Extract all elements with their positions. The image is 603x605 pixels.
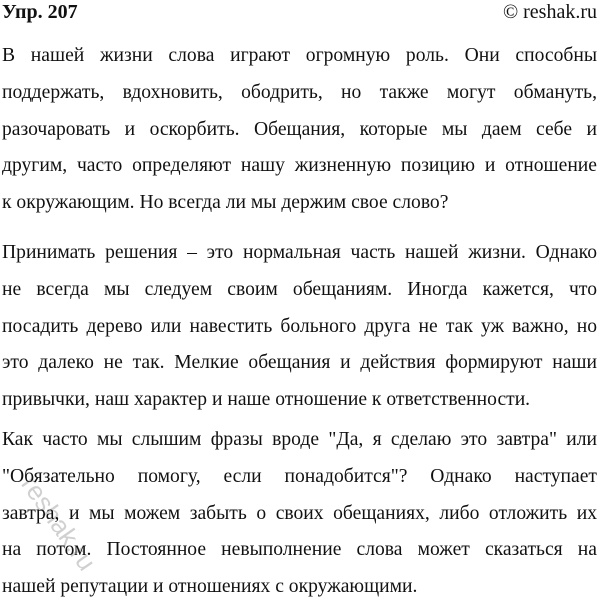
text-line: разочаровать и оскорбить. Обещания, которые мы даем себе и — [2, 118, 597, 140]
text-line: посадить дерево или навестить больного друга не так уж важно, но — [2, 315, 597, 337]
text-line: другим, часто определяют нашу жизненную позицию и отношение — [2, 155, 597, 177]
text-line: поддержать, вдохновить, ободрить, но также могут обмануть, — [2, 81, 597, 103]
text-line: Как часто мы слышим фразы вроде "Да, я сделаю это завтра" или — [2, 429, 597, 450]
text-line: к окружающим. Но всегда ли мы держим свое слово? — [2, 192, 449, 214]
text-line: "Обязательно помогу, если понадобится"? Однако наступает — [2, 465, 597, 487]
watermark: reshak.ru — [15, 470, 103, 576]
text-line: Принимать решения – это нормальная часть нашей жизни. Однако — [2, 242, 597, 263]
text-line: не всегда мы следуем своим обещаниям. Иногда кажется, что — [2, 278, 597, 300]
text-line: привычки, наш характер и наше отношение к ответственности. — [2, 389, 531, 411]
text-line: В нашей жизни слова играют огромную роль. Они способны — [2, 45, 597, 66]
text-line: завтра, и мы можем забыть о своих обещаниях, либо отложить их — [2, 502, 597, 524]
text-line: на потом. Постоянное невыполнение слова может сказаться на — [2, 539, 597, 561]
text-line: это далеко не так. Мелкие обещания и действия формируют наши — [2, 352, 597, 374]
exercise-title: Упр. 207 — [2, 1, 78, 23]
site-credit: © reshak.ru — [502, 1, 597, 23]
text-line: нашей репутации и отношениях с окружающими. — [2, 576, 418, 598]
